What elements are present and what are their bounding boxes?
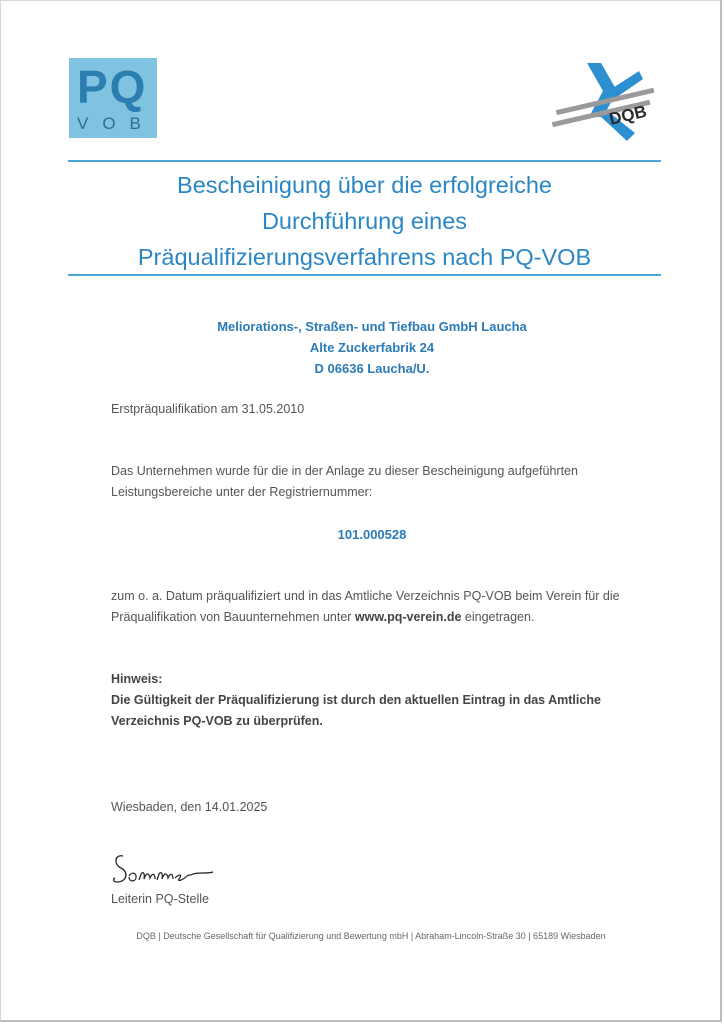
registration-number: 101.000528 (337, 527, 407, 542)
company-city: D 06636 Laucha/U. (314, 361, 430, 376)
handwritten-signature (109, 846, 219, 894)
notice-line-2: Verzeichnis PQ-VOB zu überprüfen. (111, 714, 323, 728)
pq-verein-link[interactable]: www.pq-verein.de (354, 610, 462, 624)
registration-paragraph-line-1: Das Unternehmen wurde für die in der Anlage zu dieser Bescheinigung aufgeführten (111, 464, 578, 478)
notice-block (111, 669, 601, 732)
listing-paragraph-line-2 (111, 607, 620, 628)
title-line-1: Bescheinigung über die erfolgreiche (177, 172, 552, 198)
page-title (68, 167, 661, 275)
dqb-logo-text: DQB (607, 101, 649, 129)
dqb-logo (547, 59, 663, 149)
page-footer: DQB | Deutsche Gesellschaft für Qualifizierung und Bewertung mbH | Abraham-Lincoln-Straße 30 | 65189 Wiesbaden (136, 931, 606, 941)
title-top-rule (68, 160, 661, 162)
company-name: Meliorations-, Straßen- und Tiefbau GmbH Laucha (217, 319, 527, 334)
notice-heading: Hinweis: (111, 672, 163, 686)
listing-text-prefix: Präqualifikation von Bauunternehmen unter (111, 610, 355, 624)
pq-logo-text: PQ (77, 61, 148, 113)
first-qualification-date: Erstpräqualifikation am 31.05.2010 (111, 402, 305, 416)
registration-paragraph (111, 461, 578, 503)
title-line-2: Durchführung eines (261, 208, 468, 234)
notice-line-1: Die Gültigkeit der Präqualifizierung ist durch den aktuellen Eintrag in das Amtliche (111, 693, 601, 707)
listing-text-suffix: eingetragen. (461, 610, 535, 624)
company-street: Alte Zuckerfabrik 24 (309, 340, 435, 355)
vob-logo-text: VOB (77, 114, 155, 133)
company-address (68, 316, 676, 379)
signatory-role: Leiterin PQ-Stelle (111, 892, 209, 906)
pq-vob-logo (69, 58, 157, 138)
title-line-3: Präqualifizierungsverfahrens nach PQ-VOB (137, 244, 592, 270)
listing-paragraph-line-1: zum o. a. Datum präqualifiziert und in das Amtliche Verzeichnis PQ-VOB beim Verein für die (111, 589, 620, 603)
listing-paragraph (111, 586, 620, 628)
registration-paragraph-line-2: Leistungsbereiche unter der Registriernummer: (111, 485, 373, 499)
place-and-date: Wiesbaden, den 14.01.2025 (111, 800, 268, 814)
title-bottom-rule (68, 274, 661, 276)
